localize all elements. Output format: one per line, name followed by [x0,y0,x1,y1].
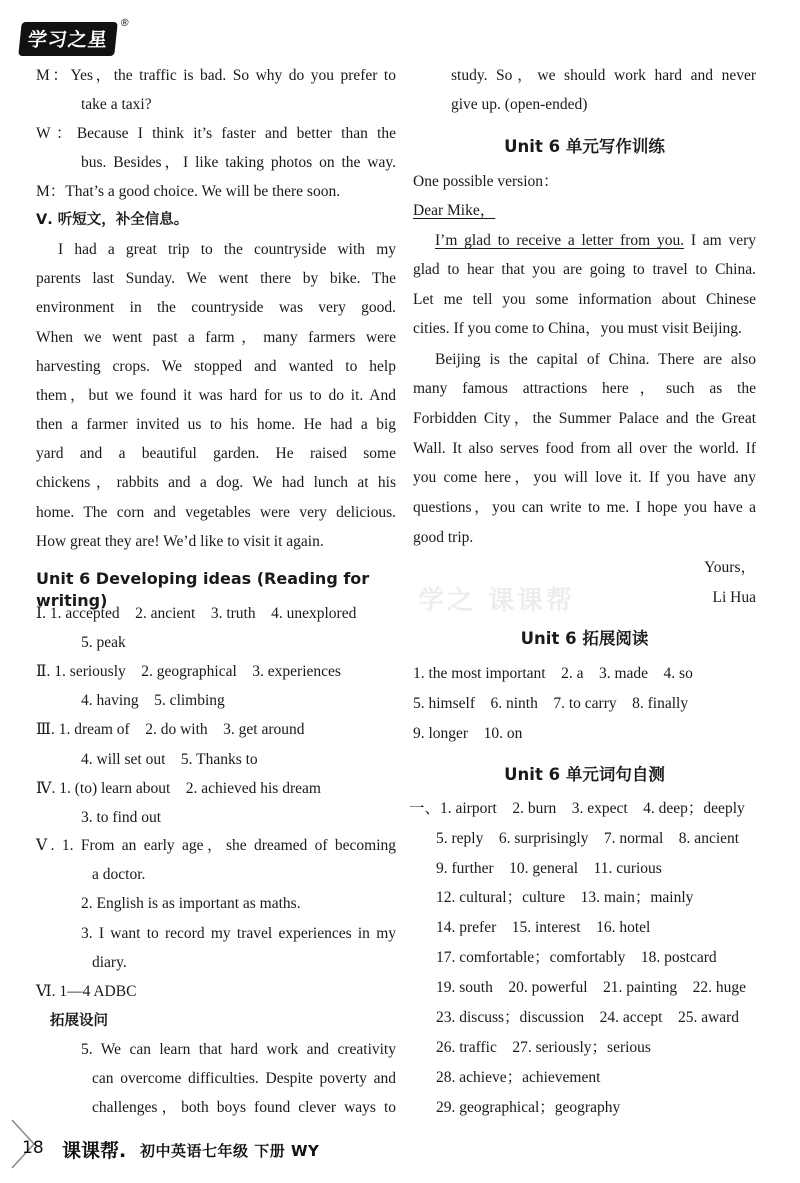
passage-line: yard and a beautiful garden. He raised some [36,445,396,462]
letter-line: cities. If you come to China，you must visit Beijing. [413,320,742,337]
section-heading: Unit 6 单元写作训练 [504,137,665,156]
dialogue-line: take a taxi? [81,96,152,113]
answer-continuation-line: give up. (open-ended) [451,96,588,113]
answer-line: Ⅲ. 1. dream of 2. do with 3. get around [36,721,305,738]
footer-brand: 课课帮. [62,1140,127,1162]
passage-line: chickens，rabbits and a dog. We had lunch at his [36,474,396,491]
letter-line: glad to hear that you are going to travel to China. [413,261,756,278]
passage-line: then a farmer invited us to his home. He had a big [36,416,396,433]
passage-line: parents last Sunday. We went there by bike. The [36,270,396,287]
answer-line: 4. having 5. climbing [81,692,225,709]
answer-line: 1. the most important 2. a 3. made 4. so [413,665,693,682]
vocab-line: 14. prefer 15. interest 16. hotel [436,919,651,936]
letter-line: you come here，you will love it. If you have any [413,469,756,486]
letter-line: I’m glad to receive a letter from you. I am very [435,232,757,249]
section-heading: Unit 6 单元词句自测 [504,765,665,784]
letter-line: Let me tell you some information about Chinese [413,291,756,308]
dialogue-line: M：That’s a good choice. We will be there soon. [36,183,341,200]
letter-line: many famous attractions here，such as the [413,380,756,397]
answer-line: Ⅱ. 1. seriously 2. geographical 3. experiences [36,663,341,680]
answer-line: 9. longer 10. on [413,725,523,742]
passage-line: home. The corn and vegetables were very delicious. [36,504,396,521]
vocab-line: 28. achieve；achievement [436,1069,601,1086]
answer-line: Ⅵ. 1—4 ADBC [36,983,137,1000]
letter-line: questions，you can write to me. I hope you have a [413,499,756,516]
vocab-line: 23. discuss；discussion 24. accept 25. award [436,1009,740,1026]
vocab-line: 17. comfortable；comfortably 18. postcard [436,949,717,966]
section-heading: Unit 6 拓展阅读 [520,629,649,648]
answer-line: 5. himself 6. ninth 7. to carry 8. finally [413,695,689,712]
answer-line: diary. [92,954,127,971]
dialogue-line: bus. Besides，I like taking photos on the way. [81,154,396,171]
passage-line: I had a great trip to the countryside with my [58,241,396,258]
passage-line: environment in the countryside was very good. [36,299,396,316]
publisher-logo: 学习之星 ® [18,22,118,56]
passage-line: harvesting crops. We stopped and wanted to help [36,358,396,375]
underlined-sentence: I’m glad to receive a letter from you. [435,232,685,249]
letter-closing: Yours， [704,559,756,576]
footer-book-title: 初中英语七年级 下册 WY [140,1142,320,1160]
passage-line: When we went past a farm，many farmers were [36,329,396,346]
answer-line: 2. English is as important as maths. [81,895,301,912]
vocab-line: 29. geographical；geography [436,1099,621,1116]
vocab-line: 一、1. airport 2. burn 3. expect 4. deep；deeply [409,800,745,817]
extension-answer-line: 5. We can learn that hard work and creativity [81,1041,396,1058]
answer-line: 3. to find out [81,809,162,826]
dialogue-line: M：Yes，the traffic is bad. So why do you prefer to [36,67,396,84]
answer-line: 3. I want to record my travel experiences in my [81,925,396,942]
vocab-line: 19. south 20. powerful 21. painting 22. huge [436,979,746,996]
letter-signature: Li Hua [712,589,756,606]
version-label: One possible version： [413,173,559,190]
letter-greeting: Dear Mike， [413,202,496,219]
vocab-line: 26. traffic 27. seriously；serious [436,1039,651,1056]
letter-line: Forbidden City，the Summer Palace and the Great [413,410,756,427]
letter-line: good trip. [413,529,474,546]
passage-line: them，but we found it was hard for us to do it. And [36,387,396,404]
section-title: Ⅴ. 听短文，补全信息。 [36,212,189,228]
watermark: 学之 课课帮 [418,586,576,616]
page-number: 18 [22,1138,44,1158]
answer-line: Ⅴ. 1. From an early age，she dreamed of becoming [36,837,396,854]
answer-continuation-line: study. So，we should work hard and never [451,67,756,84]
letter-line: Wall. It also serves food from all over the world. If [413,440,756,457]
answer-line: a doctor. [92,866,146,883]
section-heading: Unit 6 Developing ideas (Reading for writing) [36,569,370,610]
passage-line: How great they are! We’d like to visit it again. [36,533,324,550]
extension-answer-line: challenges，both boys found clever ways to [92,1099,396,1116]
vocab-line: 5. reply 6. surprisingly 7. normal 8. ancient [436,830,740,847]
answer-line: 5. peak [81,634,126,651]
answer-line: Ⅰ. 1. accepted 2. ancient 3. truth 4. unexplored [36,605,357,622]
letter-line: Beijing is the capital of China. There are also [435,351,756,368]
answer-line: Ⅳ. 1. (to) learn about 2. achieved his dream [36,780,321,797]
vocab-line: 9. further 10. general 11. curious [436,860,662,877]
extension-answer-line: can overcome difficulties. Despite poverty and [92,1070,396,1087]
extension-label: 拓展设问 [50,1013,108,1029]
answer-line: 4. will set out 5. Thanks to [81,751,258,768]
dialogue-line: W：Because I think it’s faster and better than the [36,125,396,142]
vocab-line: 12. cultural；culture 13. main；mainly [436,889,694,906]
